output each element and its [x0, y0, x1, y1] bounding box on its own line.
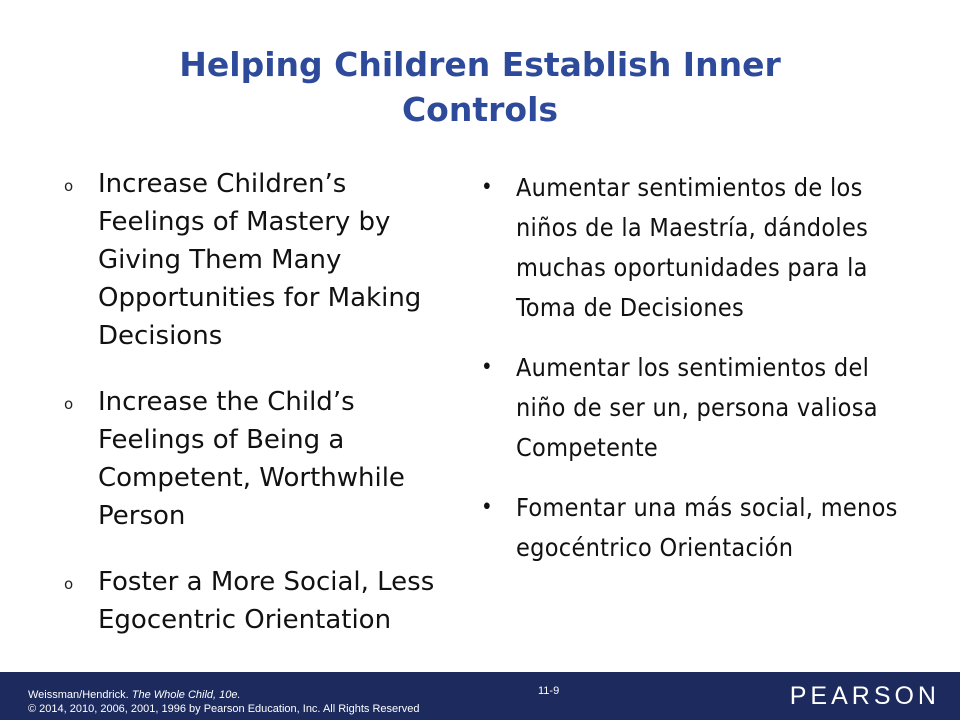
list-item-text: Aumentar sentimientos de los niños de la Maestría, dándoles muchas oportunidades para la Toma de Decisiones: [516, 173, 869, 322]
slide-title: Helping Children Establish Inner Controls: [179, 45, 781, 129]
list-item-text: Increase the Child’s Feelings of Being a Competent, Worthwhile Person: [98, 387, 405, 531]
pearson-logo: PEARSON: [789, 682, 940, 710]
list-item: [60, 165, 460, 355]
list-item-text: Foster a More Social, Less Egocentric Orientation: [98, 567, 435, 635]
footer-book-title: The Whole Child, 10e.: [131, 689, 241, 701]
footer-credit: [28, 688, 420, 716]
spanish-bullet-list: [478, 168, 898, 588]
list-item: [478, 168, 898, 328]
list-item-text: Fomentar una más social, menos egocéntrico Orientación: [516, 493, 898, 562]
list-item: [478, 488, 898, 568]
bullet-dot: •: [481, 355, 493, 380]
english-bullet-list: [60, 165, 460, 667]
bullet-dot: •: [481, 495, 493, 520]
bullet-dot: •: [481, 175, 493, 200]
list-item: [60, 383, 460, 535]
citation-line: [28, 688, 420, 702]
list-item-text: Increase Children’s Feelings of Mastery by Giving Them Many Opportunities for Making Decisions: [98, 169, 422, 351]
footer-bar: [0, 672, 960, 720]
bullet-marker: o: [64, 177, 74, 195]
list-item: [478, 348, 898, 468]
list-item: [60, 563, 460, 639]
bullet-marker: o: [64, 395, 74, 413]
bullet-marker: o: [64, 575, 74, 593]
page-number: 11-9: [538, 685, 560, 697]
list-item-text: Aumentar los sentimientos del niño de ser un, persona valiosa Competente: [516, 353, 878, 462]
copyright-line: © 2014, 2010, 2006, 2001, 1996 by Pearson Education, Inc. All Rights Reserved: [28, 703, 420, 715]
footer-authors: Weissman/Hendrick.: [28, 689, 129, 701]
